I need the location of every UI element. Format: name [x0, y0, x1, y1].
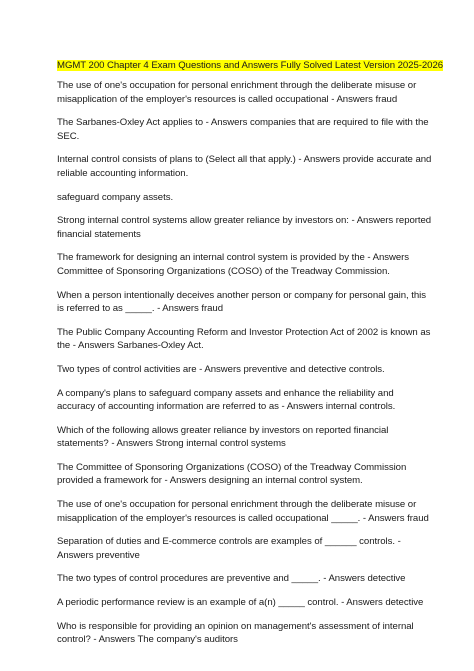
qa-paragraph: Which of the following allows greater reliance by investors on reported financial statements? - Answers Strong internal control systems: [57, 424, 389, 450]
qa-paragraph: The framework for designing an internal control system is provided by the - Answers Committee of Sponsoring Organizations (COSO) of the Treadway Commission.: [57, 252, 410, 277]
qa-paragraph: safeguard company assets.: [57, 191, 174, 203]
qa-paragraph: The Public Company Accounting Reform and Investor Protection Act of 2002 is known as the - Answers Sarbanes-Oxley Act.: [57, 326, 431, 352]
qa-paragraph: The Sarbanes-Oxley Act applies to - Answers companies that are required to file with the SEC.: [57, 117, 429, 142]
qa-paragraph: Strong internal control systems allow greater reliance by investors on: - Answers reported financial statements: [57, 215, 432, 240]
qa-paragraph: The use of one's occupation for personal enrichment through the deliberate misuse or misapplication of the employer's resources is called occupational _____. - Answers fraud: [57, 499, 429, 524]
qa-list: [57, 79, 434, 647]
qa-paragraph: Two types of control activities are - Answers preventive and detective controls.: [57, 363, 385, 375]
document-title: MGMT 200 Chapter 4 Exam Questions and Answers Fully Solved Latest Version 2025-2026: [57, 60, 444, 71]
qa-paragraph: The use of one's occupation for personal enrichment through the deliberate misuse or misapplication of the employer's resources is called occupational - Answers fraud: [57, 80, 417, 105]
title-block: [57, 55, 444, 71]
qa-paragraph: When a person intentionally deceives another person or company for personal gain, this is referred to as _____. - Answers fraud: [57, 289, 427, 315]
qa-paragraph: A periodic performance review is an example of a(n) _____ control. - Answers detective: [57, 597, 424, 609]
qa-paragraph: The Committee of Sponsoring Organizations (COSO) of the Treadway Commission provided a framework for - Answers designing an internal control system.: [57, 461, 407, 487]
qa-paragraph: A company's plans to safeguard company assets and enhance the reliability and accuracy of accounting information are referred to as - Answers internal controls.: [57, 387, 396, 413]
qa-paragraph: Who is responsible for providing an opinion on management's assessment of internal control? - Answers The company's auditors: [57, 620, 414, 646]
qa-paragraph: Separation of duties and E-commerce controls are examples of ______ controls. - Answers preventive: [57, 536, 401, 561]
qa-paragraph: Internal control consists of plans to (Select all that apply.) - Answers provide accurate and reliable accounting information.: [57, 154, 432, 179]
qa-paragraph: The two types of control procedures are preventive and _____. - Answers detective: [57, 573, 406, 585]
